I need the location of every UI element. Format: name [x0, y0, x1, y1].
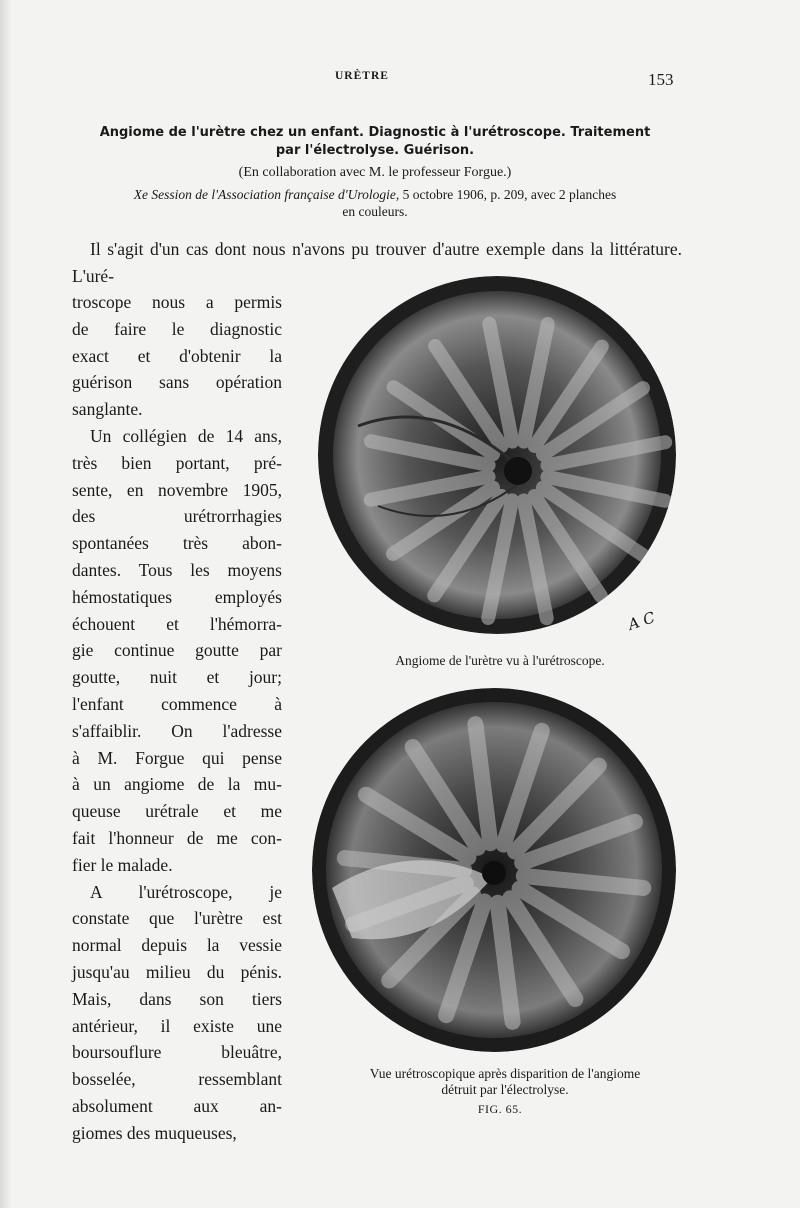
body-line: fier le malade.	[72, 854, 173, 875]
body-line: des urétrorrhagies	[72, 506, 282, 527]
body-line: normal depuis la vessie	[72, 935, 282, 956]
body-line: A l'urétroscope, je	[90, 881, 282, 902]
page-number: 153	[648, 70, 674, 89]
body-line: sanglante.	[72, 399, 143, 420]
body-line: constate que l'urètre est	[72, 908, 282, 929]
article-title	[60, 124, 690, 160]
article-title-line-2: par l'électrolyse. Guérison.	[275, 143, 475, 158]
body-line: échouent et l'hémorra-	[72, 613, 282, 634]
session-name: Xe Session de l'Association française d'Urologie,	[133, 187, 400, 202]
body-line: exact et d'obtenir la	[72, 345, 282, 366]
lead-paragraph: Il s'agit d'un cas dont nous n'avons pu trouver d'autre exemple dans la littérature. L'uré-	[72, 239, 682, 286]
body-line: bosselée, ressemblant	[72, 1069, 282, 1090]
running-head: URÈTRE	[335, 70, 389, 82]
body-line: giomes des muqueuses,	[72, 1122, 237, 1143]
body-line: s'affaiblir. On l'adresse	[72, 720, 282, 741]
body-line: boursouflure bleuâtre,	[72, 1042, 282, 1063]
body-line: troscope nous a permis	[72, 292, 282, 312]
body-line: fait l'honneur de me con-	[72, 827, 282, 848]
body-line: antérieur, il existe une	[72, 1015, 282, 1036]
urethroscope-view-angioma	[318, 276, 676, 634]
body-line: à un angiome de la mu-	[72, 774, 282, 795]
body-line: sente, en novembre 1905,	[72, 479, 282, 500]
body-line: très bien portant, pré-	[72, 452, 282, 473]
urethroscope-view-after-electrolysis	[312, 688, 676, 1052]
figure-caption-2-line-2: détruit par l'électrolyse.	[441, 1082, 569, 1097]
body-line: Un collégien de 14 ans,	[90, 425, 282, 446]
body-line: dantes. Tous les moyens	[72, 559, 282, 580]
body-line: guérison sans opération	[72, 372, 282, 393]
article-title-line-1: Angiome de l'urètre chez un enfant. Diagnostic à l'urétroscope. Traitement	[99, 125, 651, 140]
body-line: spontanées très abon-	[72, 533, 282, 554]
session-reference	[60, 186, 690, 220]
body-line: de faire le diagnostic	[72, 318, 282, 339]
figure-label: FIG. 65.	[477, 1102, 523, 1116]
body-line: gie continue goutte par	[72, 640, 282, 661]
figure-caption-2	[310, 1066, 700, 1098]
session-line-2: en couleurs.	[342, 204, 408, 219]
body-column	[72, 289, 282, 1147]
body-line: hémostatiques employés	[72, 586, 282, 607]
body-line: à M. Forgue qui pense	[72, 747, 282, 768]
collaboration-note: (En collaboration avec M. le professeur Forgue.)	[238, 165, 512, 180]
body-line: goutte, nuit et jour;	[72, 667, 282, 688]
figure-caption-2-line-1: Vue urétroscopique après disparition de l'angiome	[369, 1066, 641, 1081]
body-line: absolument aux an-	[72, 1095, 282, 1116]
session-details: 5 octobre 1906, p. 209, avec 2 planches	[399, 187, 617, 202]
body-line: l'enfant commence à	[72, 693, 282, 714]
body-line: queuse urétrale et me	[72, 801, 282, 822]
body-line: jusqu'au milieu du pénis.	[72, 961, 282, 982]
page-edge-shadow	[0, 0, 12, 1208]
figure-caption-1: Angiome de l'urètre vu à l'urétroscope.	[395, 653, 605, 668]
body-line: Mais, dans son tiers	[72, 988, 282, 1009]
artist-signature: A C	[625, 608, 658, 634]
